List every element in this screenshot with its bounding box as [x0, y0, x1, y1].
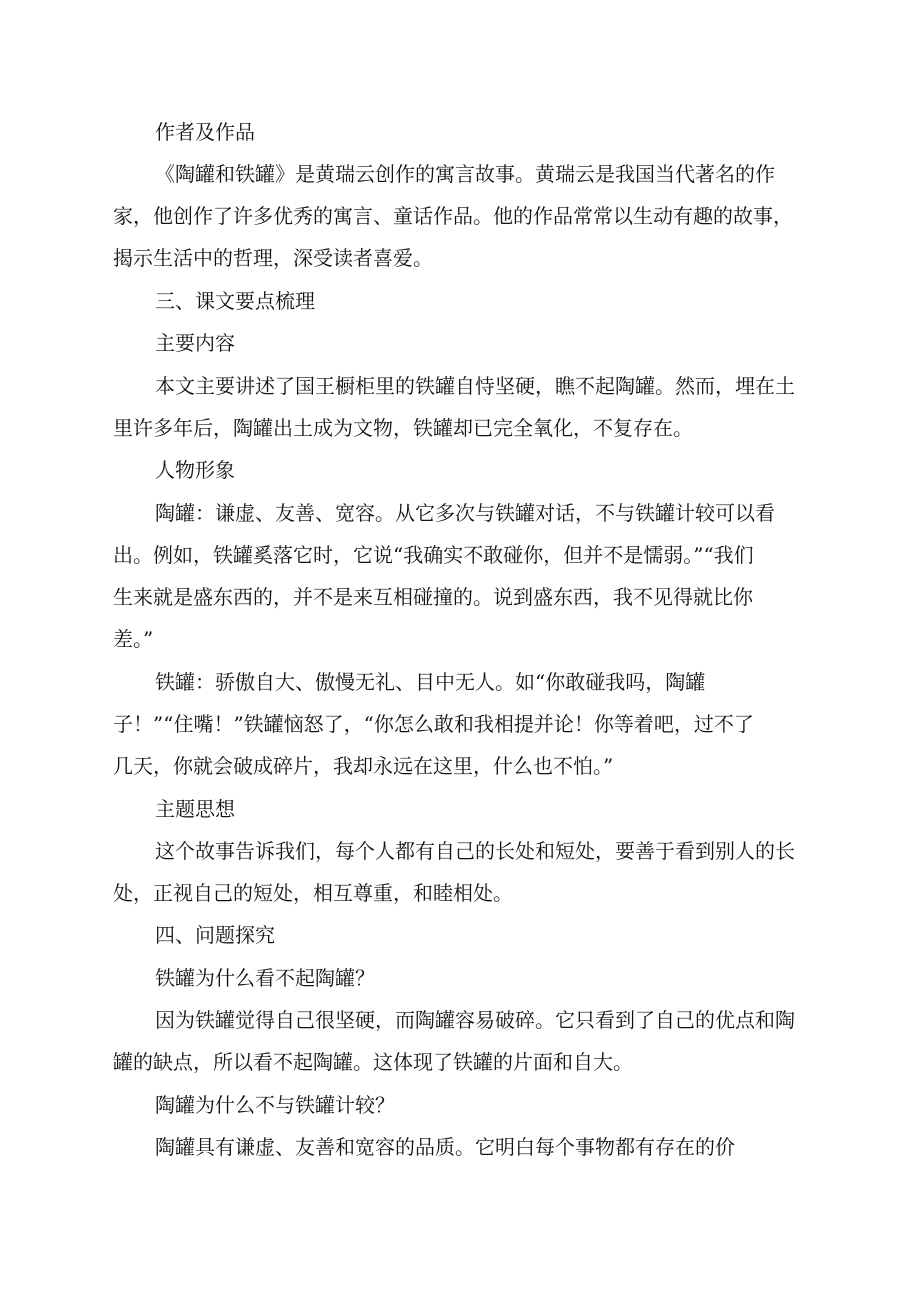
taoguan-para-line-1: 陶罐：谦虚、友善、宽容。从它多次与铁罐对话，不与铁罐计较可以看 — [155, 501, 775, 525]
author-para-line-3: 揭示生活中的哲理，深受读者喜爱。 — [113, 246, 433, 270]
taoguan-para-line-3: 生来就是盛东西的，并不是来互相碰撞的。说到盛东西，我不见得就比你 — [113, 585, 753, 609]
theme-heading: 主题思想 — [155, 797, 235, 821]
section3-heading: 三、课文要点梳理 — [155, 289, 315, 313]
author-para-line-2: 家，他创作了许多优秀的寓言、童话作品。他的作品常常以生动有趣的故事， — [113, 204, 793, 228]
taoguan-para-line-2: 出。例如，铁罐奚落它时，它说“我确实不敢碰你，但并不是懦弱。”“我们 — [113, 543, 754, 567]
answer-1-line-1: 因为铁罐觉得自己很坚硬，而陶罐容易破碎。它只看到了自己的优点和陶 — [155, 1008, 795, 1032]
taoguan-para-line-4: 差。” — [113, 627, 154, 651]
theme-para-line-2: 处，正视自己的短处，相互尊重，和睦相处。 — [113, 881, 513, 905]
tieguan-para-line-3: 几天，你就会破成碎片，我却永远在这里，什么也不怕。” — [113, 754, 614, 778]
answer-2-line-1: 陶罐具有谦虚、友善和宽容的品质。它明白每个事物都有存在的价 — [155, 1135, 735, 1159]
answer-1-line-2: 罐的缺点，所以看不起陶罐。这体现了铁罐的片面和自大。 — [113, 1050, 633, 1074]
question-2: 陶罐为什么不与铁罐计较？ — [155, 1093, 395, 1117]
tieguan-para-line-1: 铁罐：骄傲自大、傲慢无礼、目中无人。如“你敢碰我吗，陶罐 — [155, 670, 706, 694]
question-1: 铁罐为什么看不起陶罐？ — [155, 966, 375, 990]
character-heading: 人物形象 — [155, 458, 235, 482]
theme-para-line-1: 这个故事告诉我们，每个人都有自己的长处和短处，要善于看到别人的长 — [155, 839, 795, 863]
main-content-heading: 主要内容 — [155, 331, 235, 355]
main-content-para-line-1: 本文主要讲述了国王橱柜里的铁罐自恃坚硬，瞧不起陶罐。然而，埋在土 — [155, 374, 795, 398]
section4-heading: 四、问题探究 — [155, 923, 275, 947]
author-heading: 作者及作品 — [155, 120, 255, 144]
tieguan-para-line-2: 子！”“住嘴！”铁罐恼怒了，“你怎么敢和我相提并论！你等着吧，过不了 — [113, 712, 754, 736]
author-para-line-1: 《陶罐和铁罐》是黄瑞云创作的寓言故事。黄瑞云是我国当代著名的作 — [155, 162, 775, 186]
main-content-para-line-2: 里许多年后，陶罐出土成为文物，铁罐却已完全氧化，不复存在。 — [113, 416, 693, 440]
